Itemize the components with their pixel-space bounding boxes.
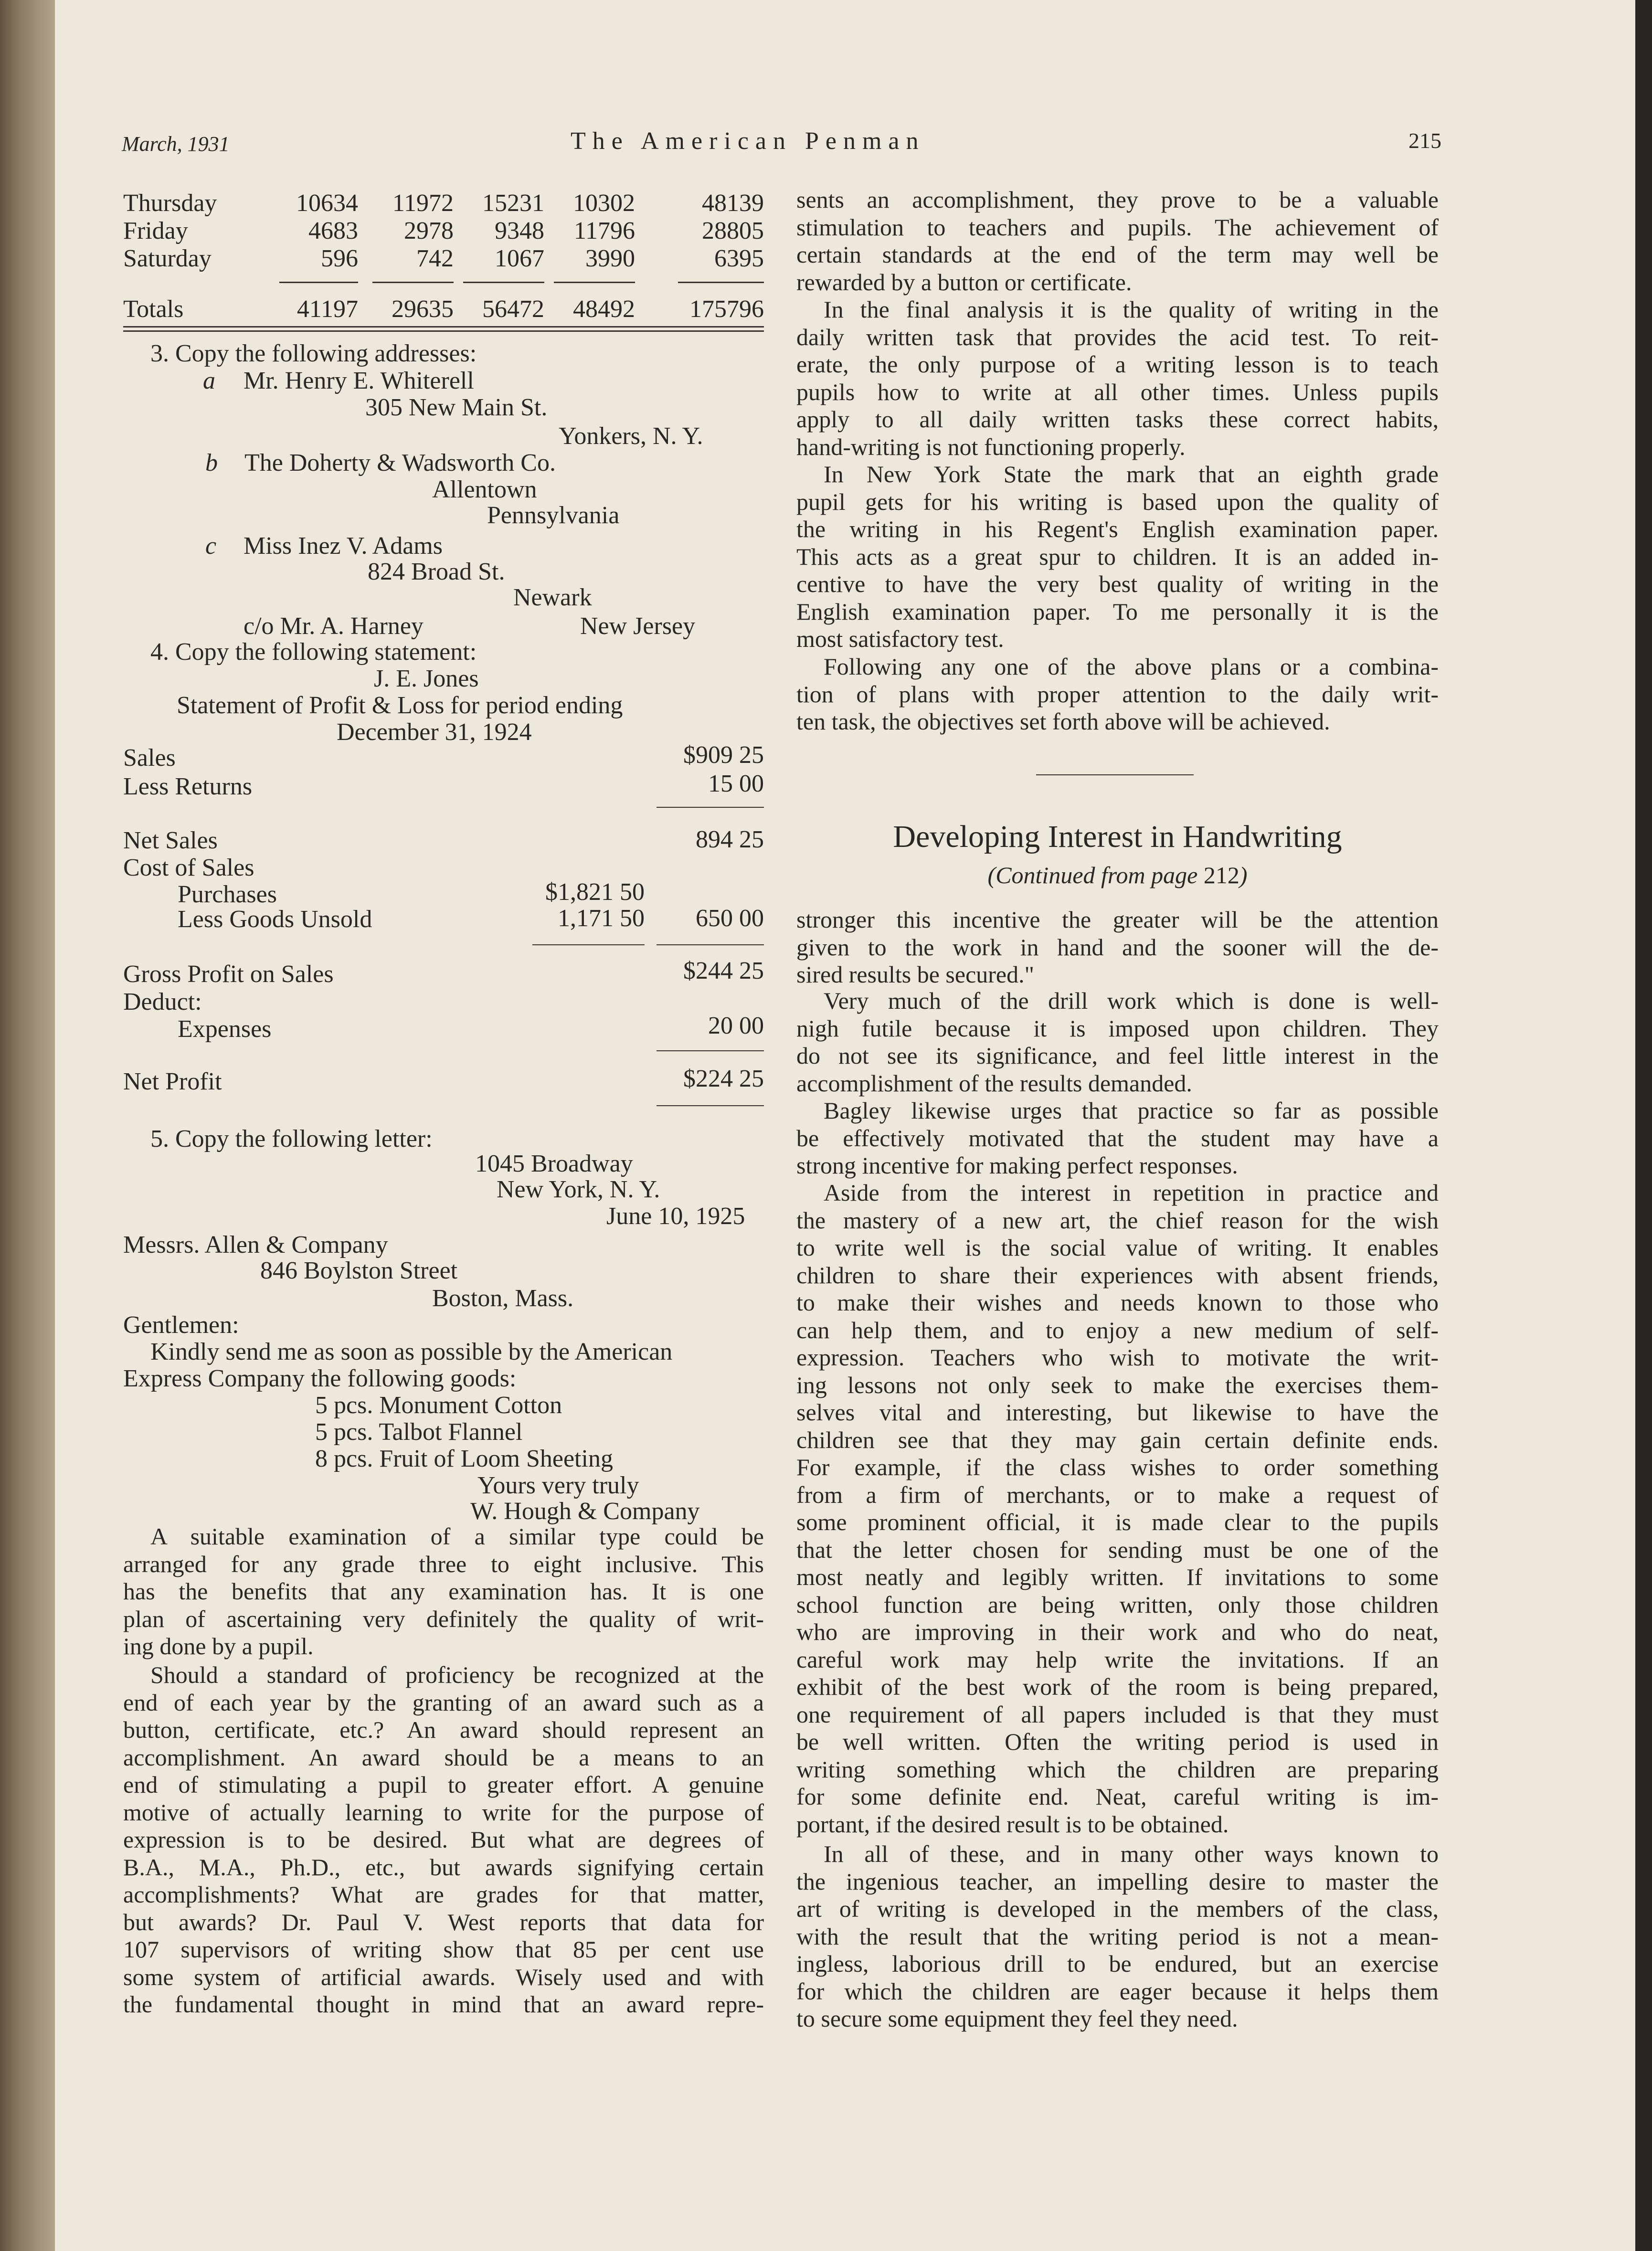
text-line: children see that they may gain certain definite ends. xyxy=(796,1426,1439,1453)
table-row-label: Saturday xyxy=(123,245,212,272)
text-line: accomplishment of the results demanded. xyxy=(796,1069,1192,1097)
line-value: 20 00 xyxy=(708,1012,764,1039)
text-line: motive of actually learning to write for the purpose of xyxy=(123,1798,764,1826)
line-label: Net Sales xyxy=(123,827,218,854)
section-divider xyxy=(1036,774,1194,775)
text-line: stimulation to teachers and pupils. The achievement of xyxy=(796,213,1439,241)
table-cell: 742 xyxy=(416,245,454,272)
letter-address: New York, N. Y. xyxy=(497,1176,660,1203)
sum-rule xyxy=(657,944,764,945)
text-line: ingless, laborious drill to be endured, but an exercise xyxy=(796,1950,1439,1977)
table-cell: 4683 xyxy=(308,217,358,244)
text-line: for some definite end. Neat, careful writing is im- xyxy=(796,1783,1439,1810)
table-cell: 2978 xyxy=(404,217,454,244)
text-line: For example, if the class wishes to order something xyxy=(796,1454,1439,1480)
text-line: expression. Teachers who wish to motivate the writ- xyxy=(796,1344,1439,1371)
letter-recipient: 846 Boylston Street xyxy=(260,1257,458,1284)
paragraph xyxy=(796,906,1439,989)
line-label: Less Returns xyxy=(123,773,253,800)
table-cell: 29635 xyxy=(392,296,454,323)
sum-rule xyxy=(463,282,544,283)
text-line: accomplishments? What are grades for that matter, xyxy=(123,1881,764,1908)
table-cell: 48492 xyxy=(573,296,635,323)
line-label: Sales xyxy=(123,744,176,771)
text-line: can help them, and to enjoy a new medium of self- xyxy=(796,1316,1439,1343)
table-cell: 56472 xyxy=(482,296,544,323)
text-line: sents an accomplishment, they prove to be a valuable xyxy=(796,186,1439,213)
address-street: 824 Broad St. xyxy=(368,558,505,585)
text-line: most neatly and legibly written. If invitations to some xyxy=(796,1564,1439,1590)
line-value: $1,821 50 xyxy=(545,878,645,906)
text-line: to make their wishes and needs known to those who xyxy=(796,1289,1439,1316)
item3-intro: 3. Copy the following addresses: xyxy=(150,340,477,367)
sum-rule xyxy=(279,282,358,283)
line-value: $909 25 xyxy=(683,741,764,769)
text-line: ten task, the objectives set forth above will be achieved. xyxy=(796,708,1330,735)
address-care-of: c/o Mr. A. Harney xyxy=(244,613,424,640)
text-line: careful work may help write the invitations. If an xyxy=(796,1646,1439,1673)
text-line: English examination paper. To me personally it is the xyxy=(796,598,1439,625)
address-letter: c xyxy=(205,532,217,560)
text-line: portant, if the desired result is to be obtained. xyxy=(796,1810,1229,1838)
line-value: 1,171 50 xyxy=(558,905,645,932)
magazine-title: The American Penman xyxy=(571,127,925,155)
text-line: plan of ascertaining very definitely the quality of writ- xyxy=(123,1605,764,1632)
text-line: has the benefits that any examination has. It is one xyxy=(123,1578,764,1605)
line-value: $244 25 xyxy=(683,957,764,984)
letter-date: June 10, 1925 xyxy=(606,1203,745,1230)
sum-rule xyxy=(657,807,764,808)
text-line: Aside from the interest in repetition in practice and xyxy=(824,1179,1439,1206)
paragraph xyxy=(796,461,1439,653)
sum-rule xyxy=(657,1105,764,1106)
sum-rule xyxy=(532,944,645,945)
letter-body: Kindly send me as soon as possible by the American xyxy=(150,1338,673,1365)
text-line: In the final analysis it is the quality of writing in the xyxy=(824,296,1439,323)
text-line: tion of plans with proper attention to the daily writ- xyxy=(796,680,1439,708)
text-line: given to the work in hand and the sooner will the de- xyxy=(796,933,1439,961)
sum-rule xyxy=(678,282,764,283)
address-street: 305 New Main St. xyxy=(365,394,548,421)
text-line: some prominent official, it is made clear to the pupils xyxy=(796,1509,1439,1535)
text-line: Following any one of the above plans or a combina- xyxy=(824,653,1439,680)
text-line: end of stimulating a pupil to greater effort. A genuine xyxy=(123,1771,764,1798)
continued-note: (Continued from page 212) xyxy=(987,862,1248,888)
text-line: Very much of the drill work which is done is well- xyxy=(824,987,1439,1014)
continued-page: 212 xyxy=(1203,862,1239,888)
issue-date: March, 1931 xyxy=(122,132,230,156)
text-line: certain standards at the end of the term may well be xyxy=(796,241,1439,268)
text-line: Should a standard of proficiency be recognized at the xyxy=(150,1661,764,1688)
text-line: In New York State the mark that an eighth grade xyxy=(824,461,1439,487)
text-line: from a firm of merchants, or to make a request of xyxy=(796,1481,1439,1508)
line-label: Gross Profit on Sales xyxy=(123,961,334,988)
address-state: New Jersey xyxy=(580,613,696,640)
letter-signature: W. Hough & Company xyxy=(470,1498,700,1525)
text-line: to write well is the social value of writing. It enables xyxy=(796,1234,1439,1261)
text-line: nigh futile because it is imposed upon children. They xyxy=(796,1015,1439,1042)
paragraph xyxy=(796,1840,1439,2033)
table-cell: 1067 xyxy=(495,245,544,272)
text-line: one requirement of all papers included is that they must xyxy=(796,1701,1439,1728)
letter-goods-item: 8 pcs. Fruit of Loom Sheeting xyxy=(315,1445,613,1472)
address-city: Yonkers, N. Y. xyxy=(559,423,703,450)
text-line: to secure some equipment they feel they need. xyxy=(796,2005,1238,2032)
table-cell: 41197 xyxy=(297,296,358,323)
table-cell: 175796 xyxy=(689,296,764,323)
double-rule xyxy=(123,326,764,328)
address-city: Newark xyxy=(513,584,592,611)
text-line: daily written task that provides the acid test. To reit- xyxy=(796,323,1439,350)
address-city: Allentown xyxy=(432,476,537,503)
paragraph xyxy=(796,296,1439,461)
table-cell: 28805 xyxy=(702,217,764,244)
text-line: writing something which the children are preparing xyxy=(796,1755,1439,1783)
text-line: art of writing is developed in the members of the class, xyxy=(796,1895,1439,1922)
page-edge xyxy=(1635,0,1652,2251)
letter-body: Express Company the following goods: xyxy=(123,1365,517,1392)
line-value: 894 25 xyxy=(696,826,764,853)
text-line: centive to have the very best quality of writing in the xyxy=(796,571,1439,597)
table-cell: 3990 xyxy=(585,245,635,272)
address-name: The Doherty & Wadsworth Co. xyxy=(244,449,556,476)
text-line: pupil gets for his writing is based upon the quality of xyxy=(796,488,1439,515)
double-rule xyxy=(123,330,764,332)
text-line: stronger this incentive the greater will be the attention xyxy=(796,906,1439,933)
text-line: end of each year by the granting of an award such as a xyxy=(123,1689,764,1716)
text-line: 107 supervisors of writing show that 85 per cent use xyxy=(123,1936,764,1963)
letter-goods-item: 5 pcs. Monument Cotton xyxy=(315,1392,562,1419)
statement-date: December 31, 1924 xyxy=(337,719,532,746)
address-name: Mr. Henry E. Whiterell xyxy=(244,367,474,394)
line-label: Purchases xyxy=(178,881,277,908)
text-line: arranged for any grade three to eight inclusive. This xyxy=(123,1550,764,1577)
letter-recipient: Boston, Mass. xyxy=(432,1285,574,1312)
line-label: Expenses xyxy=(178,1015,272,1043)
sum-rule xyxy=(372,282,454,283)
letter-closing: Yours very truly xyxy=(477,1472,639,1499)
letter-salutation: Gentlemen: xyxy=(123,1311,239,1339)
text-line: rewarded by a button or certificate. xyxy=(796,268,1132,296)
totals-label: Totals xyxy=(123,296,184,323)
item4-intro: 4. Copy the following statement: xyxy=(150,638,477,666)
sum-rule xyxy=(657,1050,764,1051)
paragraph xyxy=(796,1179,1439,1838)
text-line: ing lessons not only seek to make the exercises them- xyxy=(796,1371,1439,1398)
line-value: 15 00 xyxy=(708,770,764,797)
line-label: Less Goods Unsold xyxy=(178,906,372,933)
page-number: 215 xyxy=(1408,128,1441,153)
paragraph xyxy=(123,1523,764,1660)
line-label: Cost of Sales xyxy=(123,854,254,881)
text-line: pupils how to write at all other times. Unless pupils xyxy=(796,378,1439,405)
address-state: Pennsylvania xyxy=(487,502,620,529)
text-line: accomplishment. An award should be a means to an xyxy=(123,1744,764,1771)
sum-rule xyxy=(554,282,635,283)
text-line: exhibit of the best work of the room is being prepared, xyxy=(796,1673,1439,1700)
statement-title: Statement of Profit & Loss for period ending xyxy=(177,692,623,719)
table-cell: 11972 xyxy=(392,190,454,217)
address-letter: b xyxy=(205,449,218,476)
letter-address: 1045 Broadway xyxy=(475,1150,633,1177)
item5-intro: 5. Copy the following letter: xyxy=(150,1125,433,1152)
text-line: that the letter chosen for sending must be one of the xyxy=(796,1536,1439,1563)
text-line: expression is to be desired. But what are degrees of xyxy=(123,1826,764,1853)
continued-text: Continued from page xyxy=(995,862,1198,888)
text-line: who are improving in their work and who do neat, xyxy=(796,1618,1439,1645)
text-line: for which the children are eager because it helps them xyxy=(796,1977,1439,2005)
text-line: the writing in his Regent's English examination paper. xyxy=(796,516,1439,542)
text-line: ing done by a pupil. xyxy=(123,1633,314,1659)
table-row-label: Friday xyxy=(123,217,188,244)
text-line: sired results be secured." xyxy=(796,961,1035,988)
text-line: In all of these, and in many other ways known to xyxy=(824,1840,1439,1867)
text-line: with the result that the writing period is not a mean- xyxy=(796,1923,1439,1950)
line-label: Net Profit xyxy=(123,1068,222,1095)
text-line: erate, the only purpose of a writing lesson is to teach xyxy=(796,351,1439,378)
text-line: Bagley likewise urges that practice so far as possible xyxy=(824,1097,1439,1124)
line-value: $224 25 xyxy=(683,1065,764,1092)
text-line: school function are being written, only those children xyxy=(796,1591,1439,1618)
text-line: B.A., M.A., Ph.D., etc., but awards signifying certain xyxy=(123,1853,764,1881)
text-line: the mastery of a new art, the chief reason for the wish xyxy=(796,1206,1439,1234)
text-line: children to share their experiences with absent friends, xyxy=(796,1261,1439,1289)
letter-goods-item: 5 pcs. Talbot Flannel xyxy=(315,1418,523,1446)
text-line: This acts as a great spur to children. It is an added in- xyxy=(796,543,1439,570)
table-cell: 10302 xyxy=(573,190,635,217)
paragraph xyxy=(796,987,1439,1097)
address-letter: a xyxy=(203,367,215,394)
text-line: A suitable examination of a similar type could be xyxy=(150,1523,764,1550)
table-cell: 10634 xyxy=(296,190,358,217)
text-line: be effectively motivated that the student may have a xyxy=(796,1124,1439,1152)
text-line: selves vital and interesting, but likewise to have the xyxy=(796,1399,1439,1426)
paragraph xyxy=(123,1661,764,2019)
letter-recipient: Messrs. Allen & Company xyxy=(123,1231,388,1258)
table-cell: 48139 xyxy=(702,190,764,217)
book-gutter xyxy=(0,0,55,2251)
text-line: but awards? Dr. Paul V. West reports that data for xyxy=(123,1908,764,1935)
paragraph xyxy=(796,1097,1439,1180)
address-name: Miss Inez V. Adams xyxy=(244,532,443,560)
table-cell: 11796 xyxy=(573,217,635,244)
statement-name: J. E. Jones xyxy=(374,665,479,692)
paragraph xyxy=(796,186,1439,296)
text-line: the ingenious teacher, an impelling desire to master the xyxy=(796,1868,1439,1895)
table-cell: 15231 xyxy=(482,190,544,217)
text-line: apply to all daily written tasks these correct habits, xyxy=(796,406,1439,433)
text-line: strong incentive for making perfect responses. xyxy=(796,1152,1238,1179)
article-title: Developing Interest in Handwriting xyxy=(893,819,1342,854)
text-line: hand-writing is not functioning properly. xyxy=(796,433,1186,460)
text-line: the fundamental thought in mind that an award repre- xyxy=(123,1991,764,2018)
text-line: button, certificate, etc.? An award should represent an xyxy=(123,1716,764,1743)
text-line: do not see its significance, and feel little interest in the xyxy=(796,1042,1439,1069)
table-cell: 9348 xyxy=(495,217,544,244)
text-line: most satisfactory test. xyxy=(796,625,1004,652)
table-cell: 596 xyxy=(321,245,358,272)
table-row-label: Thursday xyxy=(123,190,217,217)
text-line: be well written. Often the writing period is used in xyxy=(796,1728,1439,1755)
table-cell: 6395 xyxy=(714,245,764,272)
paragraph xyxy=(796,653,1439,736)
line-value: 650 00 xyxy=(696,905,764,932)
line-label: Deduct: xyxy=(123,988,202,1015)
text-line: some system of artificial awards. Wisely used and with xyxy=(123,1963,764,1990)
